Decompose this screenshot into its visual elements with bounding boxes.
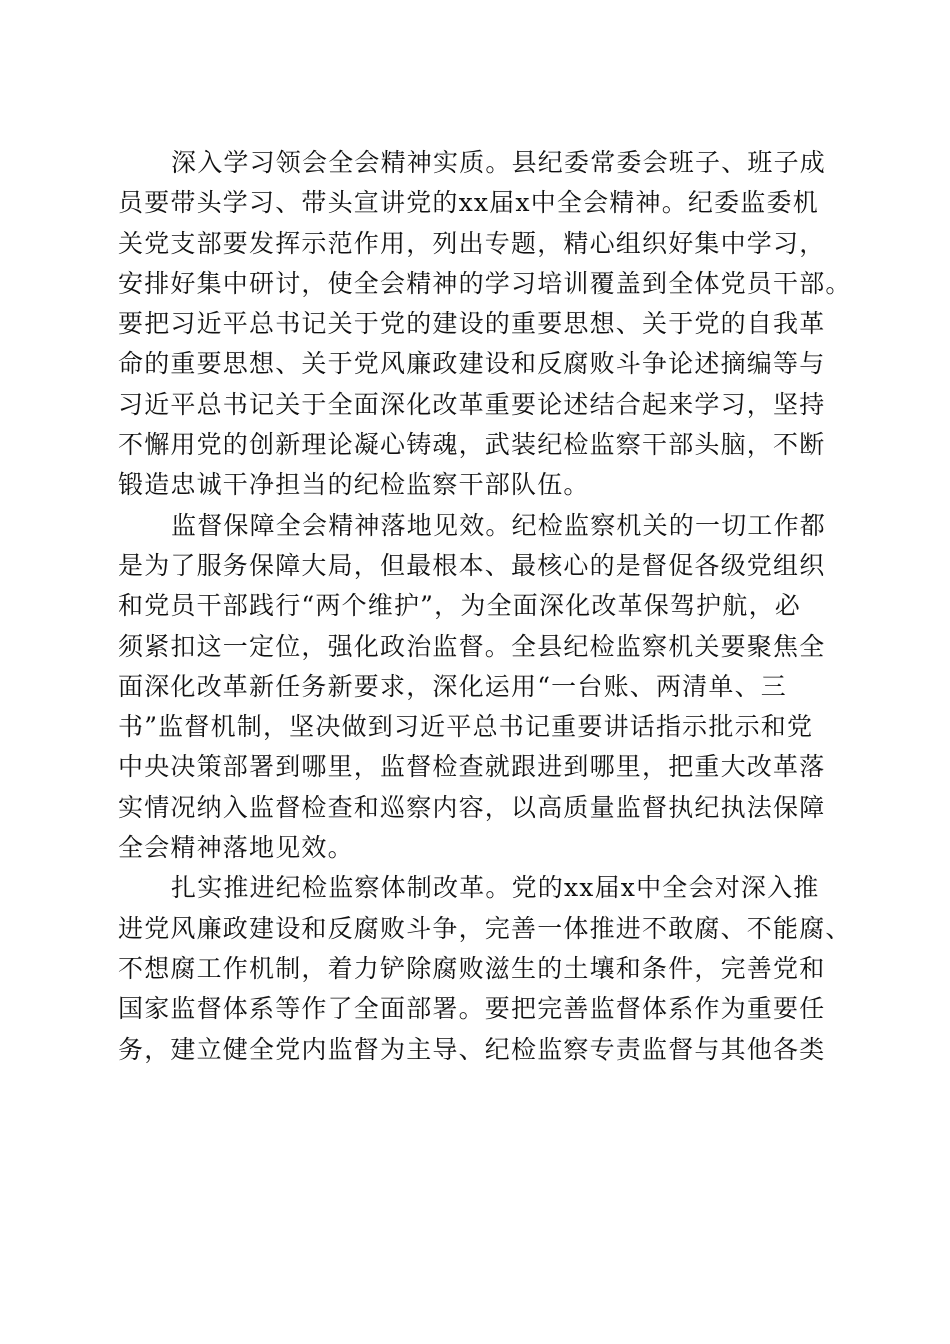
text-line: 要把习近平总书记关于党的建设的重要思想、关于党的自我革 <box>118 309 826 339</box>
text-line: 实情况纳入监督检查和巡察内容，以高质量监督执纪执法保障 <box>118 792 826 822</box>
text-line: 锻造忠诚干净担当的纪检监察干部队伍。 <box>118 470 590 500</box>
text-line: 进党风廉政建设和反腐败斗争，完善一体推进不敢腐、不能腐、 <box>118 913 852 943</box>
paragraph-reform <box>118 868 852 1069</box>
text-line: 关党支部要发挥示范作用，列出专题，精心组织好集中学习， <box>118 228 826 258</box>
text-line: 员要带头学习、带头宣讲党的xx届x中全会精神。纪委监委机 <box>118 188 819 218</box>
text-line: 中央决策部署到哪里，监督检查就跟进到哪里，把重大改革落 <box>118 752 826 782</box>
text-line: 须紧扣这一定位，强化政治监督。全县纪检监察机关要聚焦全 <box>118 631 826 661</box>
paragraph-study-spirit <box>118 143 852 506</box>
text-line: 不懈用党的创新理论凝心铸魂，武装纪检监察干部头脑，不断 <box>118 430 826 460</box>
document-body <box>118 143 852 1070</box>
text-line: 扎实推进纪检监察体制改革。党的xx届x中全会对深入推 <box>171 873 820 903</box>
text-line: 书”监督机制，坚决做到习近平总书记重要讲话指示批示和党 <box>118 712 814 742</box>
text-line: 面深化改革新任务新要求，深化运用“一台账、两清单、三 <box>118 671 787 701</box>
paragraph-supervision <box>118 506 832 869</box>
text-line: 深入学习领会全会精神实质。县纪委常委会班子、班子成 <box>171 148 827 177</box>
text-line: 习近平总书记关于全面深化改革重要论述结合起来学习，坚持 <box>118 389 826 419</box>
text-line: 是为了服务保障大局，但最根本、最核心的是督促各级党组织 <box>118 550 826 580</box>
text-line: 和党员干部践行“两个维护”，为全面深化改革保驾护航，必 <box>118 591 801 621</box>
text-line: 监督保障全会精神落地见效。纪检监察机关的一切工作都 <box>171 510 827 540</box>
text-line: 全会精神落地见效。 <box>118 833 354 863</box>
text-line: 务，建立健全党内监督为主导、纪检监察专责监督与其他各类 <box>118 1034 826 1064</box>
text-line: 安排好集中研讨，使全会精神的学习培训覆盖到全体党员干部。 <box>118 268 852 298</box>
text-line: 国家监督体系等作了全面部署。要把完善监督体系作为重要任 <box>118 994 826 1024</box>
text-line: 命的重要思想、关于党风廉政建设和反腐败斗争论述摘编等与 <box>118 349 826 379</box>
text-line: 不想腐工作机制，着力铲除腐败滋生的土壤和条件，完善党和 <box>118 953 826 983</box>
